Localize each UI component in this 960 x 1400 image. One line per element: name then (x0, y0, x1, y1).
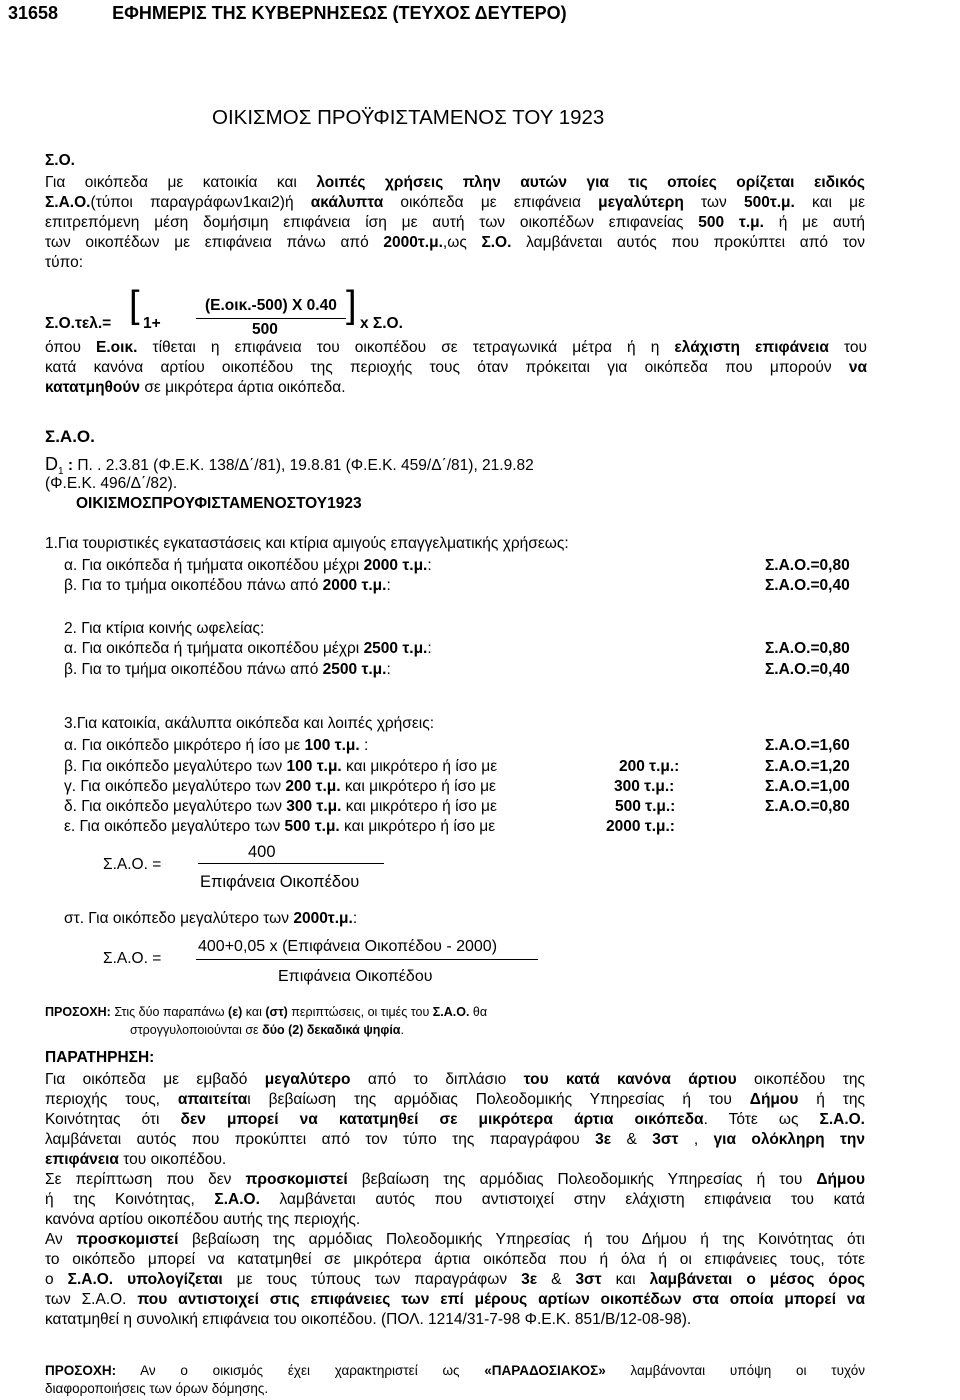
text: Για οικόπεδα με εμβαδό (45, 1071, 265, 1088)
text: του (828, 339, 868, 356)
text: κανόνα αρτίου οικοπέδου αυτής της περιοχής. (45, 1211, 361, 1228)
text: στ. Για οικόπεδο μεγαλύτερο των (64, 910, 294, 927)
remark-line (45, 1150, 865, 1170)
text: ,ως (442, 234, 482, 251)
sec3-mid-c: 300 τ.μ.: (614, 778, 675, 795)
text: α. Για οικόπεδο μικρότερο ή ίσο με (64, 737, 305, 754)
text-bold: 100 τ.μ. (304, 737, 360, 754)
text-bold: Σ.Α.Ο. (214, 1191, 260, 1208)
text: κατά κανόνα αρτίου οικοπέδου της περιοχής τους όταν πρόκειται για οικόπεδα που μπορούν (45, 359, 849, 376)
text: βεβαίωση της αρμόδιας Πολεοδομικής Υπηρεσίας ή του (347, 1171, 817, 1188)
text: περιπτώσεις, οι τιμές του (287, 1005, 433, 1019)
fraction-line (196, 959, 538, 960)
remark-label: ΠΑΡΑΤΗΡΗΣΗ: (45, 1049, 155, 1066)
text: το οικόπεδο μπορεί να κατατμηθεί σε μικρότερα άρτια οικόπεδα που ή όλα ή οι επιφάνειες τους, τότε (45, 1251, 865, 1268)
sec2-row-b (64, 660, 391, 680)
text-bold: κατατμηθούν (45, 379, 141, 396)
text: λαμβάνεται αυτός που αντιστοιχεί στην ελάχιστη επιφάνεια του κατά (259, 1191, 865, 1208)
text-bold: Σ.Α.Ο. (819, 1111, 865, 1128)
text-bold: 2000 τ.μ. (363, 557, 428, 574)
sec1-title: 1.Για τουριστικές εγκαταστάσεις και κτίρια αμιγούς επαγγελματικής χρήσεως: (45, 535, 569, 552)
note-attention-1-cont (130, 1022, 404, 1039)
formula-e-lhs: Σ.Α.Ο. = (103, 856, 162, 873)
text: : (359, 737, 369, 754)
formula-st-lhs: Σ.Α.Ο. = (103, 950, 162, 967)
text-bold: 2500 τ.μ. (322, 661, 387, 678)
text: όπου (45, 339, 97, 356)
text-bold: 2000τ.μ. (383, 234, 443, 251)
remark-line (45, 1170, 865, 1190)
text-bold: που αντιστοιχεί στις επιφάνειες των επί μέρους αρτίων οικοπέδων στα οποία μπορεί να (126, 1291, 865, 1308)
sao-label: Σ.Α.Ο. (45, 427, 95, 446)
text-bold: 500 τ.μ. (284, 818, 340, 835)
text-bold: «ΠΑΡΑΔΟΣΙΑΚΟΣ» (484, 1363, 606, 1378)
formula-st-denominator: Επιφάνεια Οικοπέδου (278, 968, 433, 985)
text-bold: δεν μπορεί να κατατμηθεί σε μικρότερα άρτια οικόπεδα (180, 1111, 704, 1128)
sec3-mid-b: 200 τ.μ.: (619, 758, 680, 775)
text: ή με αυτή (763, 214, 866, 231)
text-bold: 200 τ.μ. (285, 778, 341, 795)
fraction-line (196, 318, 346, 319)
fraction-line (198, 863, 384, 864)
text-bold: 2000τ.μ. (293, 910, 353, 927)
text: Στις δύο παραπάνω (110, 1005, 229, 1019)
remark-line (45, 1090, 865, 1110)
text-bold: 3ε (595, 1131, 612, 1148)
note-attention-2 (45, 1362, 865, 1398)
text-bold: Ε.οικ. (96, 339, 138, 356)
sec1-value-a: Σ.Α.Ο.=0,80 (765, 557, 850, 574)
text: β. Για οικόπεδο μεγαλύτερο των (64, 758, 287, 775)
text: των Σ.Α.Ο. (45, 1291, 127, 1308)
text: : (352, 910, 358, 927)
page-number: 31658 (8, 3, 59, 23)
formula-e-numerator: 400 (248, 843, 276, 861)
text: διαφοροποιήσεις των όρων δόμησης. (45, 1381, 269, 1396)
text: θα (469, 1005, 488, 1019)
text: με τους τύπους των παραγράφων (222, 1271, 522, 1288)
text: τίθεται η επιφάνεια του οικοπέδου σε τετραγωνικά μέτρα ή η (137, 339, 675, 356)
sec3-value-a: Σ.Α.Ο.=1,60 (765, 737, 850, 754)
text-bold: 3ε (521, 1271, 538, 1288)
text: α. Για οικόπεδα ή τμήματα οικοπέδου μέχρι (64, 557, 364, 574)
text: και (601, 1271, 650, 1288)
text: : (427, 557, 432, 574)
remark-line (45, 1210, 865, 1230)
text: των (683, 194, 744, 211)
text: β. Για το τμήμα οικοπέδου πάνω από (64, 577, 323, 594)
note-label: ΠΡΟΣΟΧΗ: (45, 1363, 117, 1378)
note-label: ΠΡΟΣΟΧΗ: (45, 1005, 111, 1019)
formula-one-plus: 1+ (143, 315, 161, 332)
text: : (386, 577, 391, 594)
sec1-row-a (64, 556, 432, 576)
text: σε μικρότερα άρτια οικόπεδα. (140, 379, 346, 396)
so-label: Σ.Ο. (45, 152, 75, 169)
sec1-row-b (64, 576, 391, 596)
formula-e-denominator: Επιφάνεια Οικοπέδου (200, 873, 360, 891)
text: δ. Για οικόπεδο μεγαλύτερο των (64, 798, 287, 815)
sec3-mid-e: 2000 τ.μ.: (606, 818, 675, 835)
text: από το διπλάσιο (350, 1071, 524, 1088)
text-bold: προσκομιστεί (76, 1231, 179, 1248)
text: και (242, 1005, 266, 1019)
text: ε. Για οικόπεδο μεγαλύτερο των (64, 818, 285, 835)
sec3-row-st (64, 909, 357, 929)
text-bold: 100 τ.μ. (286, 758, 342, 775)
text: γ. Για οικόπεδο μεγαλύτερο των (64, 778, 286, 795)
sec3-row-c (64, 777, 496, 797)
text: λαμβάνονται υπόψη οι τυχόν (605, 1363, 865, 1378)
remark-line (45, 1270, 865, 1290)
text: των οικοπέδων με επιφάνεια πάνω από (45, 234, 384, 251)
sec3-row-d (64, 797, 497, 817)
sec3-mid-d: 500 τ.μ.: (615, 798, 676, 815)
text: οικόπεδα με επιφάνεια (383, 194, 599, 211)
text-bold: 300 τ.μ. (286, 798, 342, 815)
text: ι βεβαίωση της αρμόδιας Πολεοδομικής Υπηρεσίας ή του (247, 1091, 750, 1108)
text: : (386, 661, 391, 678)
text: και μικρότερο ή ίσο με (341, 798, 497, 815)
text: περιοχής τους, (45, 1091, 178, 1108)
text: (τύποι παραγράφων1και2)ή (90, 194, 311, 211)
journal-title: ΕΦΗΜΕΡΙΣ ΤΗΣ ΚΥΒΕΡΝΗΣΕΩΣ (ΤΕΥΧΟΣ ΔΕΥΤΕΡΟ) (112, 3, 567, 23)
text: και μικρότερο ή ίσο με (339, 818, 496, 835)
d1-letter: D (45, 454, 58, 474)
text: ο (45, 1271, 68, 1288)
text: , (678, 1131, 714, 1148)
text: Κοινότητας ότι (45, 1111, 181, 1128)
formula-numerator: (Ε.οικ.-500) Χ 0.40 (205, 297, 337, 314)
formula-denominator: 500 (252, 321, 278, 338)
remark-line (45, 1290, 865, 1310)
text-bold: : (63, 457, 78, 474)
text-bold: να (848, 359, 867, 376)
text: ή της Κοινότητας, (45, 1191, 215, 1208)
text-bold: Σ.Α.Ο. (432, 1005, 470, 1019)
remark-line (45, 1250, 865, 1270)
sec2-value-b: Σ.Α.Ο.=0,40 (765, 661, 850, 678)
d1-heading: ΟΙΚΙΣΜΟΣΠΡΟΥΦΙΣΤΑΜΕΝΟΣΤΟΥ1923 (76, 495, 362, 512)
text: & (537, 1271, 576, 1288)
text-bold: δύο (2) δεκαδικά ψηφία (262, 1023, 401, 1037)
text-bold: απαιτείτα (177, 1091, 248, 1108)
text-bold: για ολόκληρη την (713, 1131, 865, 1148)
paragraph-intro (45, 173, 865, 273)
text: Π. . 2.3.81 (Φ.Ε.Κ. 138/Δ΄/81), 19.8.81 (Φ.Ε.Κ. 459/Δ΄/81), 21.9.82 (77, 457, 534, 474)
text-bold: Δήμου (816, 1171, 865, 1188)
remark-line (45, 1110, 865, 1130)
text-bold: 2500 τ.μ. (363, 640, 428, 657)
text-bold: Σ.Α.Ο. υπολογίζεται (67, 1271, 223, 1288)
text: Αν (45, 1231, 77, 1248)
text-bold: Δήμου (749, 1091, 799, 1108)
text-bold: 3στ (575, 1271, 602, 1288)
text-bold: Σ.Α.Ο. (45, 194, 91, 211)
remark-line (45, 1130, 865, 1150)
text: λαμβάνεται αυτός που προκύπτει από τον (511, 234, 865, 251)
bracket-open: [ (129, 284, 140, 326)
remark-line (45, 1190, 865, 1210)
text: α. Για οικόπεδα ή τμήματα οικοπέδου μέχρι (64, 640, 364, 657)
sec2-value-a: Σ.Α.Ο.=0,80 (765, 640, 850, 657)
sec3-row-b (64, 757, 497, 777)
text: του οικοπέδου. (118, 1151, 227, 1168)
d1-reference-cont: (Φ.Ε.Κ. 496/Δ΄/82). (45, 475, 178, 492)
text-bold: λοιπές χρήσεις πλην αυτών για τις οποίες ορίζεται ειδικός (316, 174, 865, 191)
text-bold: μεγαλύτερη (598, 194, 684, 211)
bracket-close: ] (346, 284, 357, 326)
text: & (611, 1131, 653, 1148)
text-bold: του κατά κανόνα άρτιου (523, 1071, 737, 1088)
remark-line (45, 1230, 865, 1250)
text: β. Για το τμήμα οικοπέδου πάνω από (64, 661, 323, 678)
sec3-value-c: Σ.Α.Ο.=1,00 (765, 778, 850, 795)
sec3-row-a (64, 736, 368, 756)
formula-rhs: x Σ.Ο. (360, 315, 403, 332)
text-bold: ακάλυπτα (310, 194, 384, 211)
text: Αν ο οικισμός έχει χαρακτηριστεί ως (116, 1363, 485, 1378)
text-bold: 2000 τ.μ. (322, 577, 387, 594)
text: Σε περίπτωση που δεν (45, 1171, 246, 1188)
text-bold: επιφάνεια (45, 1151, 119, 1168)
sec2-row-a (64, 639, 432, 659)
text: . Τότε ως (703, 1111, 820, 1128)
text-bold: Σ.Ο. (481, 234, 512, 251)
sec2-title: 2. Για κτίρια κοινής ωφελείας: (64, 620, 265, 637)
text-bold: 500τ.μ. (743, 194, 795, 211)
remark-line (45, 1070, 865, 1090)
formula-st-numerator: 400+0,05 x (Επιφάνεια Οικοπέδου - 2000) (198, 938, 498, 955)
sec3-value-b: Σ.Α.Ο.=1,20 (765, 758, 850, 775)
text-bold: 500 τ.μ. (698, 214, 764, 231)
sec1-value-b: Σ.Α.Ο.=0,40 (765, 577, 850, 594)
text: βεβαίωση της αρμόδιας Πολεοδομικής Υπηρεσίας ή του Δήμου ή της Κοινότητας ότι (178, 1231, 866, 1248)
text: και μικρότερο ή ίσο με (341, 758, 498, 775)
page-header (8, 3, 567, 24)
page-title: ΟΙΚΙΣΜΟΣ ΠΡΟΫΦΙΣΤΑΜΕΝΟΣ ΤΟΥ 1923 (212, 106, 605, 129)
sec3-row-e (64, 817, 495, 837)
text: κατατμηθεί η συνολική επιφάνεια του οικοπέδου. (ΠΟΛ. 1214/31-7-98 Φ.Ε.Κ. 851/Β/12-08-98). (45, 1311, 692, 1328)
d1-subscript: 1 (58, 466, 64, 478)
note-attention-1 (45, 1004, 487, 1021)
text: και με (794, 194, 865, 211)
formula-lhs: Σ.Ο.τελ.= (45, 315, 112, 332)
text-bold: (στ) (265, 1005, 288, 1019)
text: ή της (798, 1091, 866, 1108)
sec3-title: 3.Για κατοικία, ακάλυπτα οικόπεδα και λοιπές χρήσεις: (64, 715, 434, 732)
text: . (400, 1023, 404, 1037)
text-bold: (ε) (228, 1005, 243, 1019)
text: οικοπέδου της (736, 1071, 865, 1088)
text: και μικρότερο ή ίσο με (340, 778, 496, 795)
remark-body (45, 1070, 865, 1330)
sec3-value-d: Σ.Α.Ο.=0,80 (765, 798, 850, 815)
text: επιτρεπόμενη μέση δομήσιμη επιφάνεια ίση με αυτή των οικοπέδων επιφανείας (45, 214, 699, 231)
remark-line (45, 1310, 865, 1330)
text-bold: μεγαλύτερο (264, 1071, 351, 1088)
paragraph-where (45, 338, 867, 398)
text: : (427, 640, 432, 657)
text: Για οικόπεδα με κατοικία και (45, 174, 317, 191)
text: τύπο: (45, 254, 84, 271)
text-bold: ελάχιστη επιφάνεια (674, 339, 829, 356)
text-bold: 3στ (652, 1131, 679, 1148)
text-bold: λαμβάνεται ο μέσος όρος (649, 1271, 865, 1288)
text: λαμβάνεται αυτός που προκύπτει από τον τύπο της παραγράφου (45, 1131, 596, 1148)
text: στρογγυλοποιούνται σε (130, 1023, 263, 1037)
text-bold: προσκομιστεί (245, 1171, 348, 1188)
